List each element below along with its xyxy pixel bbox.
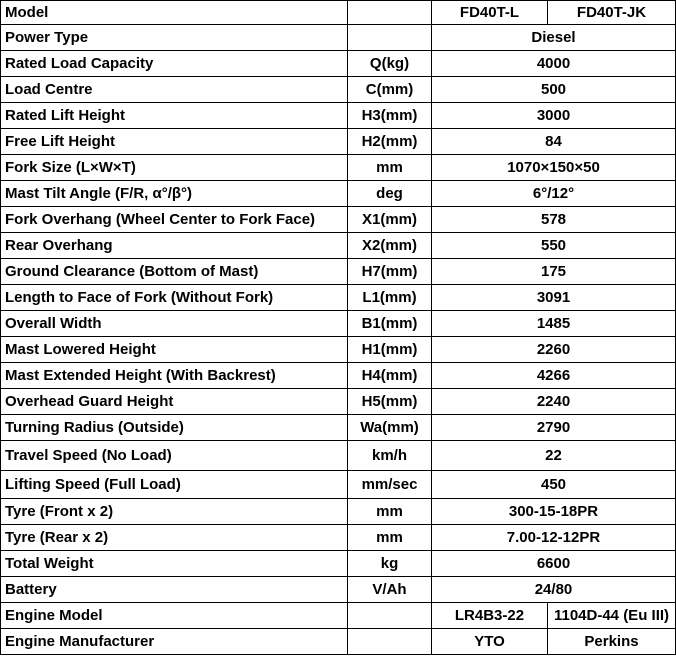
model-fd40t-l: FD40T-L: [432, 1, 548, 25]
table-row: [1, 207, 676, 233]
row-label: Rated Lift Height: [1, 103, 348, 129]
row-unit: H5(mm): [348, 389, 432, 415]
table-row: [1, 337, 676, 363]
row-unit: km/h: [348, 441, 432, 471]
row-label: Lifting Speed (Full Load): [1, 471, 348, 499]
table-row: [1, 181, 676, 207]
row-value: 175: [432, 259, 676, 285]
table-row: [1, 311, 676, 337]
table-row: [1, 577, 676, 603]
row-unit: Wa(mm): [348, 415, 432, 441]
row-label: Overhead Guard Height: [1, 389, 348, 415]
row-label: Rear Overhang: [1, 233, 348, 259]
row-unit: [348, 603, 432, 629]
row-unit: [348, 629, 432, 655]
row-value-fd40t-l: YTO: [432, 629, 548, 655]
row-label: Fork Size (L×W×T): [1, 155, 348, 181]
row-unit: H7(mm): [348, 259, 432, 285]
row-label: Length to Face of Fork (Without Fork): [1, 285, 348, 311]
row-label: Fork Overhang (Wheel Center to Fork Face): [1, 207, 348, 233]
row-value: 6°/12°: [432, 181, 676, 207]
table-row: [1, 551, 676, 577]
row-label: Overall Width: [1, 311, 348, 337]
row-unit: mm: [348, 525, 432, 551]
table-row: [1, 415, 676, 441]
row-value: Diesel: [432, 25, 676, 51]
table-row: [1, 51, 676, 77]
row-value: 3091: [432, 285, 676, 311]
row-label: Turning Radius (Outside): [1, 415, 348, 441]
row-unit: mm/sec: [348, 471, 432, 499]
table-row: [1, 471, 676, 499]
row-unit: X1(mm): [348, 207, 432, 233]
row-value-fd40t-jk: Perkins: [548, 629, 676, 655]
model-fd40t-jk: FD40T-JK: [548, 1, 676, 25]
row-label: Engine Model: [1, 603, 348, 629]
table-row: [1, 441, 676, 471]
row-value-fd40t-l: LR4B3-22: [432, 603, 548, 629]
row-value: 3000: [432, 103, 676, 129]
row-value: 4266: [432, 363, 676, 389]
row-unit: H1(mm): [348, 337, 432, 363]
row-label: Travel Speed (No Load): [1, 441, 348, 471]
row-label: Ground Clearance (Bottom of Mast): [1, 259, 348, 285]
engine-model-row: [1, 603, 676, 629]
table-row: [1, 233, 676, 259]
row-unit: H4(mm): [348, 363, 432, 389]
row-value: 24/80: [432, 577, 676, 603]
row-value: 4000: [432, 51, 676, 77]
row-unit: [348, 25, 432, 51]
row-unit: X2(mm): [348, 233, 432, 259]
row-unit: kg: [348, 551, 432, 577]
row-unit: H2(mm): [348, 129, 432, 155]
table-row: [1, 103, 676, 129]
row-unit: C(mm): [348, 77, 432, 103]
row-value: 450: [432, 471, 676, 499]
engine-manufacturer-row: [1, 629, 676, 655]
row-unit: V/Ah: [348, 577, 432, 603]
table-row: [1, 363, 676, 389]
header-unit: [348, 1, 432, 25]
row-unit: L1(mm): [348, 285, 432, 311]
table-row: [1, 259, 676, 285]
row-value: 550: [432, 233, 676, 259]
row-label: Battery: [1, 577, 348, 603]
table-row: [1, 129, 676, 155]
row-label: Total Weight: [1, 551, 348, 577]
row-unit: mm: [348, 155, 432, 181]
table-row: [1, 77, 676, 103]
row-unit: deg: [348, 181, 432, 207]
row-label: Tyre (Rear x 2): [1, 525, 348, 551]
row-value: 300-15-18PR: [432, 499, 676, 525]
header-label: Model: [1, 1, 348, 25]
table-row: [1, 525, 676, 551]
row-label: Power Type: [1, 25, 348, 51]
table-row: [1, 155, 676, 181]
row-value: 84: [432, 129, 676, 155]
table-row: [1, 499, 676, 525]
row-value: 1070×150×50: [432, 155, 676, 181]
row-label: Load Centre: [1, 77, 348, 103]
row-value-fd40t-jk: 1104D-44 (Eu III): [548, 603, 676, 629]
row-label: Mast Extended Height (With Backrest): [1, 363, 348, 389]
row-value: 7.00-12-12PR: [432, 525, 676, 551]
row-value: 22: [432, 441, 676, 471]
row-label: Mast Tilt Angle (F/R, α°/β°): [1, 181, 348, 207]
row-value: 500: [432, 77, 676, 103]
spec-table-body: [1, 1, 676, 655]
row-unit: B1(mm): [348, 311, 432, 337]
row-label: Free Lift Height: [1, 129, 348, 155]
row-value: 2240: [432, 389, 676, 415]
row-unit: Q(kg): [348, 51, 432, 77]
row-unit: H3(mm): [348, 103, 432, 129]
table-row: [1, 389, 676, 415]
row-value: 2790: [432, 415, 676, 441]
row-label: Mast Lowered Height: [1, 337, 348, 363]
table-row: [1, 25, 676, 51]
table-row: [1, 285, 676, 311]
row-value: 578: [432, 207, 676, 233]
row-value: 6600: [432, 551, 676, 577]
row-label: Tyre (Front x 2): [1, 499, 348, 525]
row-label: Engine Manufacturer: [1, 629, 348, 655]
row-value: 2260: [432, 337, 676, 363]
row-value: 1485: [432, 311, 676, 337]
header-row: [1, 1, 676, 25]
row-label: Rated Load Capacity: [1, 51, 348, 77]
row-unit: mm: [348, 499, 432, 525]
